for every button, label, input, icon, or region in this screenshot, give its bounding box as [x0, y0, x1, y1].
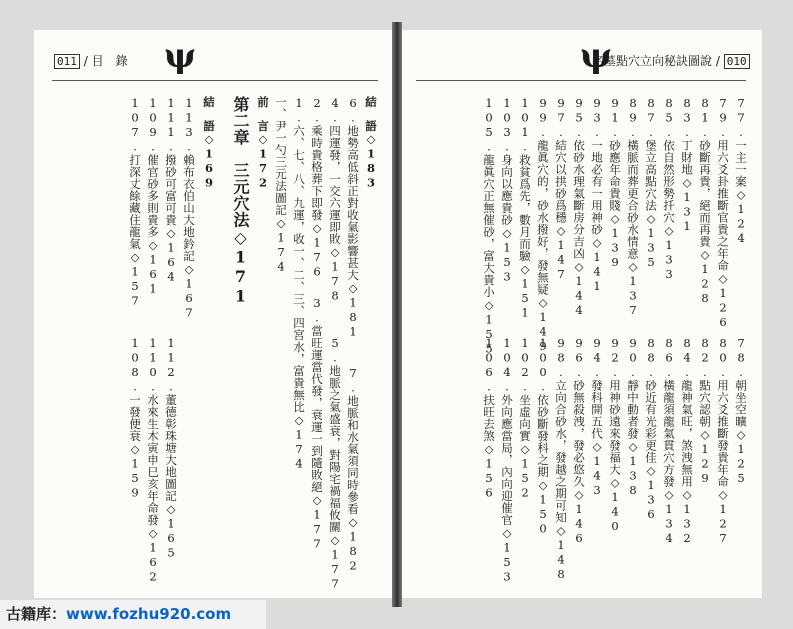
toc-entry: 結 語◇169 — [202, 96, 216, 190]
toc-entry: 113.賴布衣伯山大地鈐記◇167 — [182, 96, 196, 320]
toc-entry: 96.砂無殺洩，發必悠久◇146 — [572, 336, 586, 546]
toc-entry: 107.打深丈餘藏住龍氣◇157 — [128, 96, 142, 308]
toc-entry: 2.乘時貴格葬下即發◇176 — [310, 96, 324, 279]
toc-entry: 7.地脈和水氣須同時參看◇182 — [346, 366, 360, 573]
toc-entry: 104.外向應當局，內向迎催官◇153 — [500, 336, 514, 584]
toc-entry: 78.朝坐空曠◇125 — [734, 336, 748, 486]
book-gutter — [392, 22, 402, 607]
toc-entry: 92.用神砂遠來發福大◇140 — [608, 336, 622, 534]
watermark-label: 古籍库 — [6, 605, 52, 623]
chapter-heading: 第二章 三元穴法◇171 — [231, 96, 250, 306]
toc-entry: 100.依砂斷發科之期◇150 — [536, 336, 550, 536]
watermark-url: www.fozhu920.com — [66, 605, 232, 623]
toc-entry: 4.四運發，一交六運即敗◇178 — [328, 96, 342, 303]
toc-entry: 89.橫脈而葬更合砂水情意◇137 — [626, 96, 640, 318]
toc-entry: 1.六、七、八、九運，收一、二、三、四宮水，富貴無比◇174 — [292, 96, 306, 471]
toc-entry: 102.坐虛向實◇152 — [518, 336, 532, 500]
right-column-area — [416, 96, 752, 586]
right-page — [402, 30, 762, 598]
toc-entry: 101.救貧爲先，數月而驗◇151 — [518, 96, 532, 320]
toc-entry: 87.堡立高點穴法◇135 — [644, 96, 658, 270]
toc-entry: 97.結穴以拱砂爲穩◇147 — [554, 96, 568, 282]
toc-entry: 86.橫龍須龍氣貫穴方發◇134 — [662, 336, 676, 546]
toc-entry: 一、尹一勺三元法圖記◇174 — [274, 96, 288, 274]
toc-entry: 95.依砂水理氣斷房分吉凶◇144 — [572, 96, 586, 318]
toc-entry: 105.龍眞穴正無催砂，富大貴小◇155 — [482, 96, 496, 356]
toc-entry: 110.水來生木寅申巳亥年命發◇162 — [146, 336, 160, 584]
toc-entry: 82.點穴認朝◇129 — [698, 336, 712, 486]
toc-entry: 106.扶旺去煞◇156 — [482, 336, 496, 500]
toc-entry: 80.用六爻推斷發貴年命◇127 — [716, 336, 730, 546]
toc-entry: 90.靜中動者發◇138 — [626, 336, 640, 498]
logo-mark-icon: ψ — [580, 36, 613, 76]
toc-entry: 93.一地必有一用神砂◇141 — [590, 96, 604, 294]
logo-mark-icon: ψ — [164, 36, 197, 76]
toc-entry: 3.當旺運當代發，衰運一到隨敗絕◇177 — [310, 296, 324, 551]
toc-entry: 84.龍神氣旺，煞洩無用◇132 — [680, 336, 694, 546]
toc-entry: 108.一發便衰◇159 — [128, 336, 142, 500]
left-header-rule — [52, 80, 378, 81]
right-page-title: 名墓點穴立向秘訣圖說 — [592, 54, 713, 68]
right-header-rule — [416, 80, 746, 81]
toc-entry: 99.龍眞穴的，砂水撥好，發無疑◇149 — [536, 96, 550, 354]
left-page-number: 011 — [54, 54, 80, 69]
toc-entry: 103.身向以應貴砂◇153 — [500, 96, 514, 284]
toc-entry: 91.砂應年命貴賤◇139 — [608, 96, 622, 270]
toc-entry: 88.砂近有光彩更佳◇136 — [644, 336, 658, 522]
toc-entry: 結 語◇183 — [364, 96, 378, 190]
toc-entry: 98.立向合砂水，發越之期可知◇148 — [554, 336, 568, 582]
toc-entry: 前 言◇172 — [256, 96, 270, 190]
toc-entry: 6.地勢高低斜正對收氣影響甚大◇181 — [346, 96, 360, 339]
toc-entry: 5.地脈之氣盛衰，對陽宅禍福攸關◇177 — [328, 336, 342, 591]
toc-entry: 85.依自然形勢扦穴◇133 — [662, 96, 676, 282]
right-page-number: 010 — [724, 54, 750, 69]
toc-entry: 109.催官砂多則貴多◇161 — [146, 96, 160, 296]
toc-entry: 81.砂斷再貴，絕而再貴◇128 — [698, 96, 712, 306]
toc-entry: 83.丁財地◇131 — [680, 96, 694, 234]
toc-entry: 111.撥砂可富可貴◇164 — [164, 96, 178, 284]
right-page-header: 名墓點穴立向秘訣圖說 / 010 — [592, 52, 750, 69]
toc-entry: 94.發科開五代◇143 — [590, 336, 604, 498]
toc-entry: 77.一主一案◇124 — [734, 96, 748, 246]
toc-entry: 112.董德彰珠塘大地圖記◇165 — [164, 336, 178, 560]
toc-entry: 79.用六爻卦推斷官貴之年命◇126 — [716, 96, 730, 330]
left-page-title: 目 錄 — [91, 54, 128, 68]
left-page — [34, 30, 392, 598]
left-page-header: 011 / 目 錄 — [54, 52, 128, 69]
left-column-area — [52, 96, 382, 591]
watermark-footer: 古籍库：www.fozhu920.com — [0, 600, 266, 629]
